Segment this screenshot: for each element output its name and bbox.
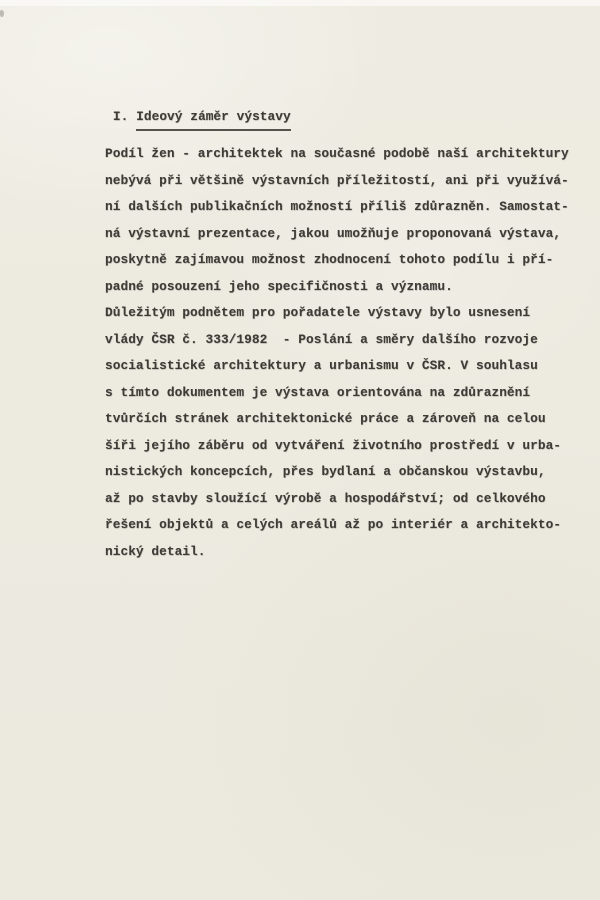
body-text-line: ní dalších publikačních možností příliš zdůrazněn. Samostat- xyxy=(105,199,569,214)
body-text-line: nebývá při většině výstavních příležitostí, ani při využívá- xyxy=(105,172,569,188)
body-text-line: padné posouzení jeho specifičnosti a významu. xyxy=(105,278,453,294)
body-text-line: ná výstavní prezentace, jakou umožňuje proponovaná výstava, xyxy=(105,225,562,241)
body-paragraphs xyxy=(105,141,580,565)
body-text-line: socialistické architektury a urbanismu v ČSR. V souhlasu xyxy=(105,358,538,373)
section-title: Ideový záměr výstavy xyxy=(136,109,291,131)
section-numeral: I. xyxy=(112,109,137,124)
body-text-line: řešení objektů a celých areálů až po interiér a architekto- xyxy=(105,517,562,532)
body-text-line: Důležitým podnětem pro pořadatele výstavy bylo usnesení xyxy=(105,305,531,320)
body-text-line: až po stavby sloužící výrobě a hospodářství; od celkového xyxy=(105,490,546,506)
body-text-line: vlády ČSR č. 333/1982 - Poslání a směry dalšího rozvoje xyxy=(105,331,538,347)
body-text-line: šíři jejího záběru od vytváření životního prostředí v urba- xyxy=(105,437,562,453)
section-heading xyxy=(82,94,291,146)
body-text-line: poskytně zajímavou možnost zhodnocení tohoto podílu i pří- xyxy=(105,252,554,267)
body-text-line: Podíl žen - architektek na současné podobě naší architektury xyxy=(105,146,569,161)
body-text-line: nický detail. xyxy=(105,543,206,559)
body-text-line: nistických koncepcích, přes bydlaní a občanskou výstavbu, xyxy=(105,464,546,479)
body-text-line: tvůrčích stránek architektonické práce a zároveň na celou xyxy=(105,411,546,426)
body-text-line: s tímto dokumentem je výstava orientována na zdůraznění xyxy=(105,384,531,400)
